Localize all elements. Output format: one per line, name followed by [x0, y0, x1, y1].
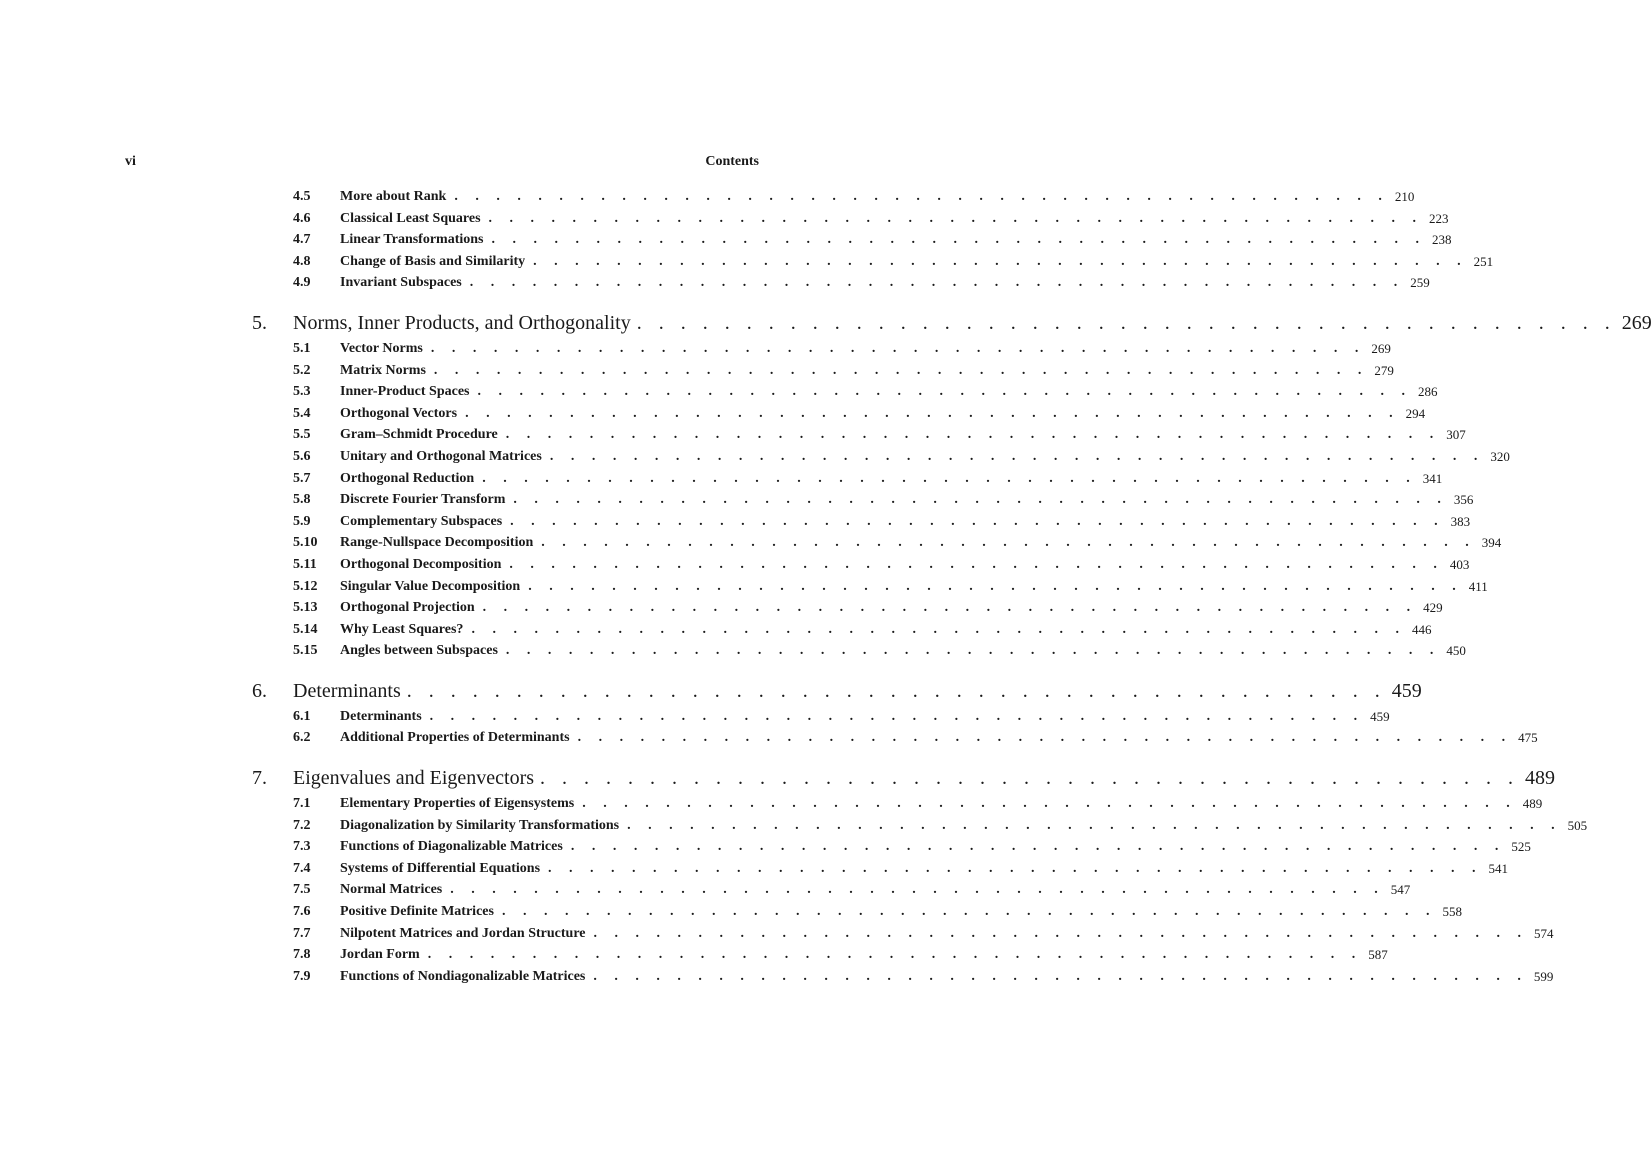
section-number: 5.15 — [293, 643, 318, 659]
section-title-row — [340, 600, 1443, 616]
section-entry — [252, 490, 1474, 512]
dot-leader: . . . . . . . . . . . . . . . . . . . . . . . . . . . . . . . . . . . . . . . . . . . . . — [488, 210, 1424, 226]
section-entry — [252, 794, 1543, 816]
section-page: 446 — [1411, 621, 1432, 637]
section-number: 5.3 — [293, 384, 311, 400]
section-title: Systems of Differential Equations — [340, 860, 541, 876]
section-entry — [252, 837, 1531, 859]
section-page: 587 — [1368, 947, 1388, 963]
section-title: Determinants — [340, 708, 422, 724]
section-title: Classical Least Squares — [340, 210, 481, 226]
section-title-row — [340, 275, 1430, 291]
section-page: 341 — [1422, 470, 1443, 486]
section-title-row — [340, 210, 1449, 227]
dot-leader: . . . . . . . . . . . . . . . . . . . . . . . . . . . . . . . . . . . . . . . . . . . . . — [505, 643, 1441, 659]
section-title: Range-Nullspace Decomposition — [340, 535, 534, 551]
section-entry — [252, 252, 1494, 274]
chapter-title-row — [293, 311, 1652, 335]
section-number: 4.5 — [293, 189, 311, 204]
section-title: Diagonalization by Similarity Transformations — [340, 817, 620, 833]
section-title-row — [340, 817, 1588, 834]
dot-leader: . . . . . . . . . . . . . . . . . . . . . . . . . . . . . . . . . . . . . . . . . . . . . — [450, 882, 1385, 898]
chapter-number: 7. — [252, 767, 267, 790]
section-title-row — [340, 427, 1466, 443]
section-title: Additional Properties of Determinants — [340, 730, 570, 746]
section-entry — [252, 230, 1452, 252]
section-page: 394 — [1481, 535, 1502, 551]
section-number: 7.6 — [293, 904, 311, 920]
chapter-title: Determinants — [293, 679, 401, 702]
section-page: 541 — [1488, 860, 1509, 876]
section-title-row — [340, 340, 1391, 357]
section-title: Positive Definite Matrices — [340, 904, 494, 920]
section-page: 356 — [1453, 492, 1474, 508]
section-page: 383 — [1450, 513, 1471, 529]
section-title: Angles between Subspaces — [340, 643, 498, 659]
section-number: 5.9 — [293, 513, 311, 529]
dot-leader: . . . . . . . . . . . . . . . . . . . . . . . . . . . . . . . . . . . . . . . . . . . . . — [454, 189, 1389, 204]
dot-leader: . . . . . . . . . . . . . . . . . . . . . . . . . . . . . . . . . . . . . . . . . . . . . — [570, 839, 1506, 855]
section-number: 5.6 — [293, 448, 311, 464]
section-number: 7.7 — [293, 925, 311, 941]
chapter-title: Eigenvalues and Eigenvectors — [293, 767, 535, 790]
section-title: Discrete Fourier Transform — [340, 492, 506, 508]
table-of-contents — [252, 187, 1652, 988]
dot-leader: . . . . . . . . . . . . . . . . . . . . . . . . . . . . . . . . . . . . . . . . . . . . . — [430, 340, 1366, 356]
section-entry — [252, 382, 1438, 404]
section-page: 294 — [1405, 405, 1426, 421]
section-title-row — [340, 621, 1432, 638]
section-title-row — [340, 839, 1531, 855]
section-page: 210 — [1394, 189, 1415, 204]
dot-leader: . . . . . . . . . . . . . . . . . . . . . . . . . . . . . . . . . . . . . . . . . . . . . — [582, 796, 1517, 812]
section-number: 4.6 — [293, 210, 311, 226]
section-title: Change of Basis and Similarity — [340, 253, 526, 269]
dot-leader: . . . . . . . . . . . . . . . . . . . . . . . . . . . . . . . . . . . . . . . . . . . . . — [593, 968, 1528, 984]
section-number: 7.4 — [293, 860, 311, 876]
section-title-row — [340, 448, 1510, 465]
dot-leader: . . . . . . . . . . . . . . . . . . . . . . . . . . . . . . . . . . . . . . . . . . . . . — [465, 405, 1400, 421]
section-number: 5.4 — [293, 405, 311, 421]
section-number: 7.5 — [293, 882, 311, 898]
chapter-number: 5. — [252, 311, 267, 334]
dot-leader: . . . . . . . . . . . . . . . . . . . . . . . . . . . . . . . . . . . . . . . . . . . . . — [482, 600, 1418, 616]
section-number: 5.10 — [293, 535, 318, 551]
section-page: 320 — [1490, 448, 1510, 464]
section-entry — [252, 924, 1554, 946]
section-number: 5.8 — [293, 492, 311, 508]
section-number: 4.8 — [293, 253, 311, 269]
section-entry — [252, 512, 1471, 534]
chapter-page: 269 — [1621, 311, 1652, 334]
section-title: Functions of Nondiagonalizable Matrices — [340, 968, 586, 984]
section-page: 279 — [1374, 362, 1394, 378]
chapter-page: 459 — [1391, 679, 1422, 702]
section-title-row — [340, 384, 1438, 400]
dot-leader: . . . . . . . . . . . . . . . . . . . . . . . . . . . . . . . . . . . . . . . . . . . . . — [501, 904, 1437, 920]
dot-leader: . . . . . . . . . . . . . . . . . . . . . . . . . . . . . . . . . . . . . . . . . . . . . — [491, 232, 1427, 248]
section-number: 7.8 — [293, 947, 311, 963]
section-number: 7.2 — [293, 817, 311, 833]
section-page: 238 — [1432, 232, 1452, 248]
dot-leader: . . . . . . . . . . . . . . . . . . . . . . . . . . . . . . . . . . . . . . . . . . . . . — [533, 253, 1468, 269]
section-title: Nilpotent Matrices and Jordan Structure — [340, 925, 586, 941]
section-entry — [252, 816, 1588, 838]
dot-leader: . . . . . . . . . . . . . . . . . . . . . . . . . . . . . . . . . . . . . . . . . . . . . — [509, 556, 1444, 572]
section-number: 7.9 — [293, 968, 311, 984]
section-entry — [252, 859, 1509, 881]
dot-leader: . . . . . . . . . . . . . . . . . . . . . . . . . . . . . . . . . . . . . . . . . . . . . — [406, 679, 1386, 702]
dot-leader: . . . . . . . . . . . . . . . . . . . . . . . . . . . . . . . . . . . . . . . . . . . . . — [548, 860, 1483, 876]
section-title-row — [340, 253, 1494, 270]
section-title-row — [340, 492, 1474, 508]
section-title: Singular Value Decomposition — [340, 578, 521, 594]
dot-leader: . . . . . . . . . . . . . . . . . . . . . . . . . . . . . . . . . . . . . . . . . . . . . — [482, 470, 1417, 486]
section-number: 4.9 — [293, 275, 311, 291]
section-entry — [252, 641, 1466, 663]
dot-leader: . . . . . . . . . . . . . . . . . . . . . . . . . . . . . . . . . . . . . . . . . . . . . — [429, 708, 1365, 724]
section-number: 5.14 — [293, 621, 318, 637]
section-title-row — [340, 556, 1470, 573]
section-number: 5.5 — [293, 427, 311, 443]
section-page: 475 — [1518, 730, 1538, 746]
section-title: Orthogonal Reduction — [340, 470, 475, 486]
section-entry — [252, 577, 1488, 599]
section-entry — [252, 902, 1462, 924]
dot-leader: . . . . . . . . . . . . . . . . . . . . . . . . . . . . . . . . . . . . . . . . . . . . . — [593, 925, 1528, 941]
section-title-row — [340, 708, 1390, 725]
chapter-number: 6. — [252, 679, 267, 702]
dot-leader: . . . . . . . . . . . . . . . . . . . . . . . . . . . . . . . . . . . . . . . . . . . . . — [477, 384, 1412, 400]
section-title: Inner-Product Spaces — [340, 384, 470, 400]
section-page: 574 — [1534, 925, 1554, 941]
dot-leader: . . . . . . . . . . . . . . . . . . . . . . . . . . . . . . . . . . . . . . . . . . . . . — [510, 513, 1445, 529]
section-title: Matrix Norms — [340, 362, 426, 378]
section-title: Functions of Diagonalizable Matrices — [340, 839, 563, 855]
section-number: 5.11 — [293, 556, 317, 572]
section-title: Why Least Squares? — [340, 621, 464, 637]
section-title: Linear Transformations — [340, 232, 484, 248]
section-page: 489 — [1522, 796, 1543, 812]
page-number: vi — [125, 154, 136, 169]
section-title: Elementary Properties of Eigensystems — [340, 796, 575, 812]
section-title: Orthogonal Vectors — [340, 405, 458, 421]
section-page: 599 — [1533, 968, 1554, 984]
section-page: 251 — [1473, 253, 1494, 269]
dot-leader: . . . . . . . . . . . . . . . . . . . . . . . . . . . . . . . . . . . . . . . . . . . . . — [433, 362, 1369, 378]
section-entry — [252, 880, 1411, 902]
section-title: Unitary and Orthogonal Matrices — [340, 448, 542, 464]
section-entry — [252, 707, 1390, 729]
section-number: 6.2 — [293, 730, 311, 746]
section-number: 5.12 — [293, 578, 318, 594]
section-title-row — [340, 882, 1411, 898]
running-header — [125, 154, 759, 174]
section-title: Orthogonal Projection — [340, 600, 475, 616]
section-page: 286 — [1418, 384, 1438, 400]
section-page: 525 — [1511, 839, 1531, 855]
section-entry — [252, 339, 1391, 361]
section-entry — [252, 620, 1432, 642]
section-page: 411 — [1468, 578, 1488, 594]
dot-leader: . . . . . . . . . . . . . . . . . . . . . . . . . . . . . . . . . . . . . . . . . . . . . — [505, 427, 1441, 443]
section-title-row — [340, 470, 1443, 487]
section-title-row — [340, 947, 1388, 963]
section-page: 307 — [1446, 427, 1466, 443]
section-title-row — [340, 405, 1426, 422]
section-title: Normal Matrices — [340, 882, 443, 898]
section-page: 269 — [1371, 340, 1391, 356]
section-title-row — [340, 904, 1462, 920]
section-title-row — [340, 232, 1452, 248]
dot-leader: . . . . . . . . . . . . . . . . . . . . . . . . . . . . . . . . . . . . . . . . . . . . . — [627, 817, 1562, 833]
dot-leader: . . . . . . . . . . . . . . . . . . . . . . . . . . . . . . . . . . . . . . . . . . . . . — [549, 448, 1485, 464]
section-entry — [252, 598, 1443, 620]
dot-leader: . . . . . . . . . . . . . . . . . . . . . . . . . . . . . . . . . . . . . . . . . . . . . — [577, 730, 1513, 746]
section-page: 403 — [1449, 556, 1470, 572]
chapter-entry — [252, 761, 1556, 794]
section-title-row — [340, 925, 1554, 942]
section-entry — [252, 404, 1426, 426]
section-title-row — [340, 796, 1543, 812]
section-entry — [252, 555, 1470, 577]
chapter-entry — [252, 306, 1652, 339]
section-entry — [252, 728, 1538, 750]
dot-leader: . . . . . . . . . . . . . . . . . . . . . . . . . . . . . . . . . . . . . . . . . . . . . — [469, 275, 1405, 291]
section-title-row — [340, 730, 1538, 746]
section-number: 4.7 — [293, 232, 311, 248]
section-number: 7.3 — [293, 839, 311, 855]
section-page: 223 — [1429, 210, 1449, 226]
section-title: Orthogonal Decomposition — [340, 556, 502, 572]
section-page: 259 — [1410, 275, 1430, 291]
dot-leader: . . . . . . . . . . . . . . . . . . . . . . . . . . . . . . . . . . . . . . . . . . . . . — [528, 578, 1463, 594]
section-number: 6.1 — [293, 708, 311, 724]
section-number: 5.13 — [293, 600, 318, 616]
section-title: Complementary Subspaces — [340, 513, 503, 529]
section-title-row — [340, 535, 1502, 551]
section-entry — [252, 469, 1443, 491]
section-title-row — [340, 643, 1466, 659]
section-entry — [252, 945, 1388, 967]
section-title-row — [340, 362, 1394, 379]
section-page: 429 — [1423, 600, 1443, 616]
dot-leader: . . . . . . . . . . . . . . . . . . . . . . . . . . . . . . . . . . . . . . . . . . . . . — [513, 492, 1448, 508]
chapter-title-row — [293, 679, 1422, 703]
section-entry — [252, 447, 1510, 469]
section-number: 7.1 — [293, 796, 311, 812]
section-title: Vector Norms — [340, 340, 423, 356]
section-title-row — [340, 189, 1415, 205]
section-title-row — [340, 860, 1509, 877]
section-entry — [252, 533, 1502, 555]
chapter-title-row — [293, 767, 1556, 790]
dot-leader: . . . . . . . . . . . . . . . . . . . . . . . . . . . . . . . . . . . . . . . . . . . . . — [540, 767, 1520, 790]
section-title: Gram–Schmidt Procedure — [340, 427, 498, 443]
chapter-page: 489 — [1525, 767, 1556, 790]
chapter-title: Norms, Inner Products, and Orthogonality — [293, 311, 631, 334]
section-entry — [252, 361, 1394, 383]
chapter-entry — [252, 674, 1422, 707]
section-number: 5.1 — [293, 340, 311, 356]
section-page: 547 — [1390, 882, 1411, 898]
section-page: 459 — [1370, 708, 1390, 724]
section-title: More about Rank — [340, 189, 447, 204]
section-number: 5.7 — [293, 470, 311, 486]
section-title: Jordan Form — [340, 947, 420, 963]
section-page: 558 — [1442, 904, 1462, 920]
section-entry — [252, 209, 1449, 231]
section-entry — [252, 273, 1430, 295]
section-title-row — [340, 578, 1488, 595]
section-title-row — [340, 968, 1554, 985]
section-page: 450 — [1446, 643, 1466, 659]
dot-leader: . . . . . . . . . . . . . . . . . . . . . . . . . . . . . . . . . . . . . . . . . . . . . — [636, 311, 1616, 334]
section-title-row — [340, 513, 1471, 530]
section-title: Invariant Subspaces — [340, 275, 462, 291]
section-entry — [252, 187, 1415, 209]
section-number: 5.2 — [293, 362, 311, 378]
section-entry — [252, 967, 1554, 989]
dot-leader: . . . . . . . . . . . . . . . . . . . . . . . . . . . . . . . . . . . . . . . . . . . . . — [471, 621, 1406, 637]
dot-leader: . . . . . . . . . . . . . . . . . . . . . . . . . . . . . . . . . . . . . . . . . . . . . — [541, 535, 1476, 551]
running-title: Contents — [705, 154, 759, 169]
section-entry — [252, 425, 1466, 447]
section-page: 505 — [1567, 817, 1588, 833]
dot-leader: . . . . . . . . . . . . . . . . . . . . . . . . . . . . . . . . . . . . . . . . . . . . . — [427, 947, 1363, 963]
